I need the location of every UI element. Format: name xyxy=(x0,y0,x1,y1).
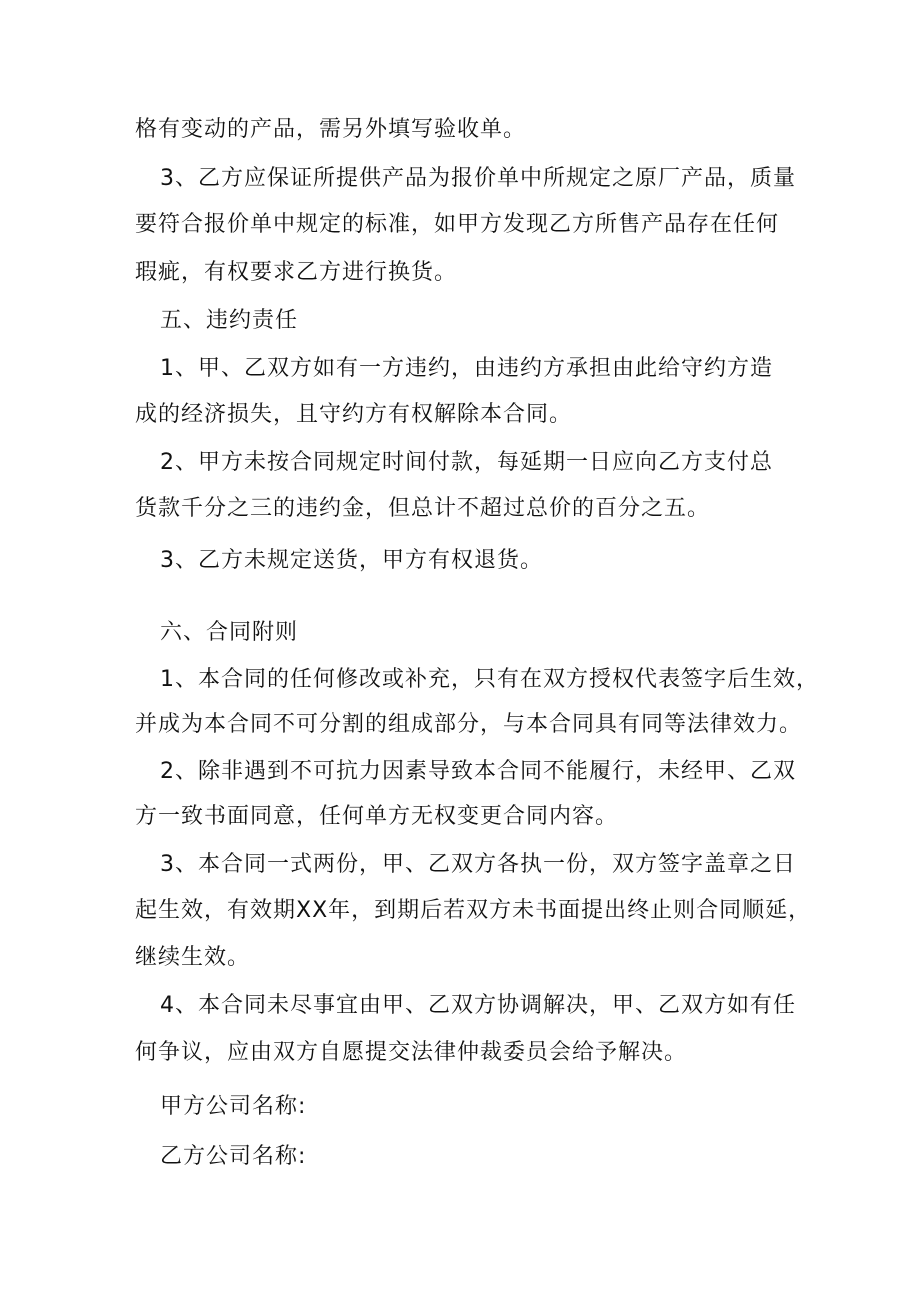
text-line: 1、甲、乙双方如有一方违约，由违约方承担由此给守约方造 xyxy=(160,356,773,381)
text-line: 3、乙方未规定送货，甲方有权退货。 xyxy=(160,548,543,573)
text-line: 货款千分之三的违约金，但总计不超过总价的百分之五。 xyxy=(135,496,711,521)
text-line: 起生效，有效期XX年，到期后若双方未书面提出终止则合同顺延， xyxy=(135,898,812,923)
text-line: 2、除非遇到不可抗力因素导致本合同不能履行，未经甲、乙双 xyxy=(160,759,796,784)
text-line: 方一致书面同意，任何单方无权变更合同内容。 xyxy=(135,804,619,829)
section-heading: 五、违约责任 xyxy=(160,308,299,333)
party-b-company-name-label: 乙方公司名称: xyxy=(160,1144,307,1169)
section-heading: 六、合同附则 xyxy=(160,620,299,645)
text-line: 3、本合同一式两份，甲、乙双方各执一份，双方签字盖章之日 xyxy=(160,852,796,877)
text-line: 4、本合同未尽事宜由甲、乙双方协调解决，甲、乙双方如有任 xyxy=(160,993,796,1018)
text-line: 格有变动的产品，需另外填写验收单。 xyxy=(135,117,527,142)
text-line: 3、乙方应保证所提供产品为报价单中所规定之原厂产品，质量 xyxy=(160,166,796,191)
text-line: 成的经济损失，且守约方有权解除本合同。 xyxy=(135,402,573,427)
text-line: 并成为本合同不可分割的组成部分，与本合同具有同等法律效力。 xyxy=(135,712,803,737)
text-line: 何争议，应由双方自愿提交法律仲裁委员会给予解决。 xyxy=(135,1040,688,1065)
text-line: 瑕疵，有权要求乙方进行换货。 xyxy=(135,260,458,285)
text-line: 要符合报价单中规定的标准，如甲方发现乙方所售产品存在任何 xyxy=(135,212,780,237)
text-line: 继续生效。 xyxy=(135,945,251,970)
text-line: 1、本合同的任何修改或补充，只有在双方授权代表签字后生效， xyxy=(160,667,819,692)
party-a-company-name-label: 甲方公司名称: xyxy=(160,1094,307,1119)
text-line: 2、甲方未按合同规定时间付款，每延期一日应向乙方支付总 xyxy=(160,450,773,475)
